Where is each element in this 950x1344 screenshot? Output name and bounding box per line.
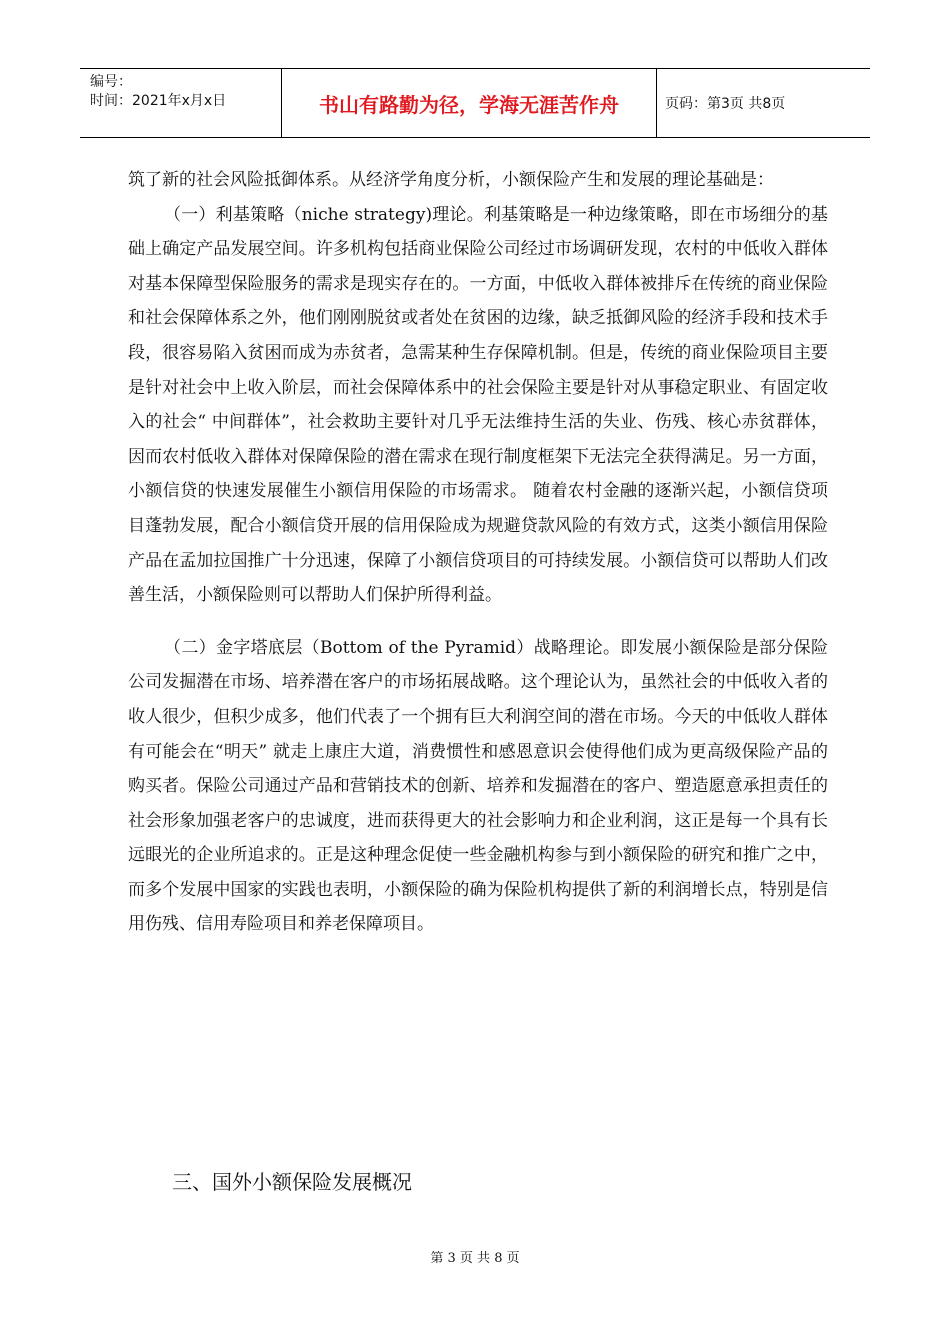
document-time-label: 时间：2021年x月x日 xyxy=(90,93,227,109)
section-heading: 三、国外小额保险发展概况 xyxy=(172,1170,412,1194)
paragraph-bottom-of-pyramid: （二）金字塔底层（Bottom of the Pyramid）战略理论。即发展小额保险是部分保险公司发掘潜在市场、培养潜在客户的市场拓展战略。这个理论认为，虽然社会的中低收入者的收人很少，但积少成多，他们代表了一个拥有巨大利润空间的潜在市场。今天的中低收人群体有可能会在“明天” 就走上康庄大道，消费惯性和感恩意识会使得他们成为更高级保险产品的购买者。保险公司通过产品和营销技术的创新、培养和发掘潜在的客户、塑造愿意承担责任的社会形象加强老客户的忠诚度，进而获得更大的社会影响力和企业利润，这正是每一个具有长远眼光的企业所追求的。正是这种理念促使一些金融机构参与到小额保险的研究和推广之中，而多个发展中国家的实践也表明，小额保险的确为保险机构提供了新的利润增长点，特别是信用伤残、信用寿险项目和养老保障项目。 xyxy=(128,637,828,935)
header-motto: 书山有路勤为径，学海无涯苦作舟 xyxy=(282,69,657,137)
page-footer: 第 3 页 共 8 页 xyxy=(430,1251,520,1266)
paragraph-niche-strategy: （一）利基策略（niche strategy)理论。利基策略是一种边缘策略，即在市场细分的基础上确定产品发展空间。许多机构包括商业保险公司经过市场调研发现，农村的中低收入群体对基本保障型保险服务的需求是现实存在的。一方面，中低收入群体被排斥在传统的商业保险和社会保障体系之外，他们刚刚脱贫或者处在贫困的边缘，缺乏抵御风险的经济手段和技术手段，很容易陷入贫困而成为赤贫者，急需某种生存保障机制。但是，传统的商业保险项目主要是针对社会中上收入阶层，而社会保障体系中的社会保险主要是针对从事稳定职业、有固定收入的社会“ 中间群体”，社会救助主要针对几乎无法维持生活的失业、伤残、核心赤贫群体，因而农村低收入群体对保障保险的潜在需求在现行制度框架下无法完全获得满足。另一方面，小额信贷的快速发展催生小额信用保险的市场需求。 随着农村金融的逐渐兴起，小额信贷项目蓬勃发展，配合小额信贷开展的信用保险成为规避贷款风险的有效方式，这类小额信用保险产品在孟加拉国推广十分迅速，保障了小额信贷项目的可持续发展。小额信贷可以帮助人们改善生活，小额保险则可以帮助人们保护所得利益。 xyxy=(128,204,828,606)
header-meta xyxy=(80,69,282,137)
page-header xyxy=(80,68,870,138)
paragraph-continuation: 筑了新的社会风险抵御体系。从经济学角度分析，小额保险产生和发展的理论基础是： xyxy=(128,170,774,190)
document-number-label: 编号： xyxy=(90,74,132,90)
document-body xyxy=(128,163,828,942)
header-page-number: 页码：第3页 共8页 xyxy=(665,96,786,112)
